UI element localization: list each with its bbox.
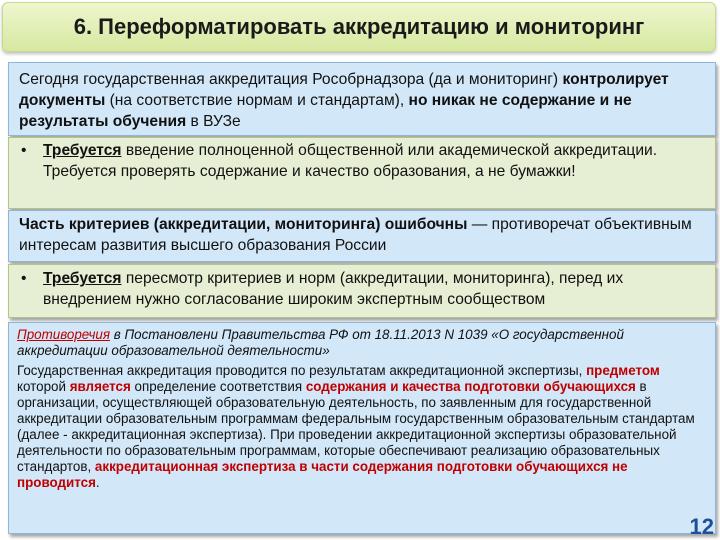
bullet-item-1	[9, 138, 715, 188]
requirement-block-2	[8, 264, 716, 318]
requirement-block-1	[8, 137, 716, 209]
text-span: определение соответствия	[130, 379, 306, 394]
slide-title: 6. Переформатировать аккредитацию и мониторинг	[73, 14, 645, 39]
text-span: Государственная аккредитация проводится по результатам аккредитационной экспертизы,	[17, 363, 587, 378]
text-span: (на соответствие нормам и стандартам),	[105, 92, 409, 109]
text-span-bold: Часть критериев (аккредитации, мониторинга) ошибочны	[19, 216, 468, 233]
bullet-item-2	[9, 265, 715, 316]
bullet-marker: •	[21, 142, 27, 159]
statement-text-1	[9, 63, 715, 138]
title-bar	[2, 2, 716, 52]
text-span-underlined: Требуется	[43, 270, 122, 287]
text-span: .	[95, 475, 100, 490]
statement-text-2	[9, 211, 715, 262]
text-span: которой	[17, 379, 70, 394]
text-span: — противоречат объективным интересам развития высшего образования России	[19, 216, 692, 254]
text-span-red: предметом	[586, 363, 660, 378]
statement-block-1	[8, 62, 716, 136]
text-span-red: содержания и качества подготовки обучающихся	[305, 379, 636, 394]
text-span-bold: контролирует документы	[19, 71, 669, 109]
text-span-red: является	[69, 379, 131, 394]
page-number: 12	[689, 514, 714, 539]
decree-body	[9, 363, 715, 495]
text-span-red: аккредитационная экспертиза в части содержания подготовки обучающихся не проводится	[17, 459, 628, 490]
decree-heading	[9, 323, 715, 363]
text-span: в организации, осуществляющей образовательную деятельность, по заявленным для государственной аккредитации образовательным программам федеральным государственным образовательным стандартам (далее - аккредитационная экспертиза). При проведении аккредитационной экспертизы образовательной деятельности по образовательным программам, которые обеспечивают реализацию образовательных стандартов,	[17, 379, 695, 474]
bullet-text-1	[43, 140, 705, 182]
bullet-marker: •	[21, 270, 27, 287]
bullet-text-2	[43, 268, 705, 310]
text-span: Сегодня государственная аккредитация Рособрнадзора (да и мониторинг)	[19, 71, 563, 88]
text-span-underlined: Требуется	[43, 142, 122, 159]
text-span: в ВУЗе	[186, 113, 241, 130]
text-span: пересмотр критериев и норм (аккредитации, мониторинга), перед их внедрением нужно согласование широким экспертным сообществом	[43, 270, 624, 308]
text-span-bold: но никак не содержание и не результаты обучения	[19, 92, 632, 130]
text-span: введение полноценной общественной или академической аккредитации. Требуется проверять содержание и качество образования, а не бумажки!	[43, 142, 658, 180]
statement-block-2	[8, 210, 716, 262]
text-span-italic: в Постановлени Правительства РФ от 18.11.2013 N 1039 «О государственной аккредитации образовательной деятельности»	[17, 327, 624, 358]
decree-block	[8, 322, 716, 534]
text-span-red: Противоречия	[17, 327, 111, 342]
